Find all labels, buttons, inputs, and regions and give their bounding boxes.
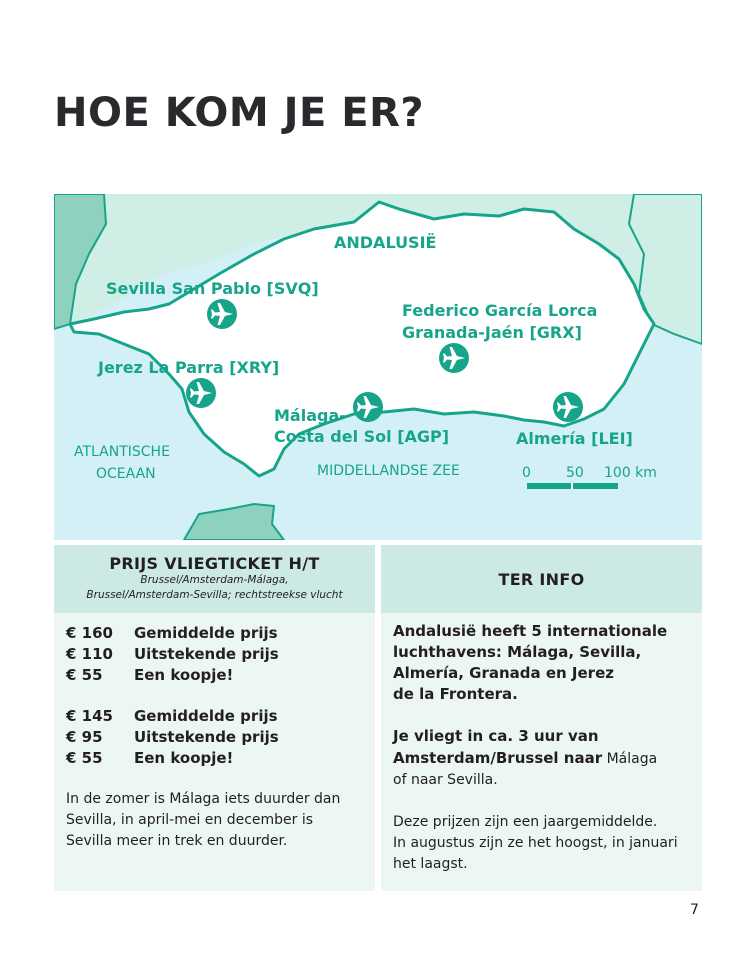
- price-note: [54, 789, 375, 852]
- page-number: 7: [690, 902, 699, 918]
- info-line: het laagst.: [393, 856, 468, 872]
- price-row: [66, 644, 363, 665]
- price-amount: € 110: [66, 645, 113, 663]
- airport-label-grx-line2: Granada-Jaén [GRX]: [402, 323, 582, 342]
- info-line: In augustus zijn ze het hoogst, in januari: [393, 835, 678, 851]
- scale-tick-100: 100 km: [604, 465, 657, 481]
- price-label: Uitstekende prijs: [134, 645, 279, 663]
- info-panel: [381, 545, 702, 891]
- ticket-price-subtitle-2: Brussel/Amsterdam-Sevilla; rechtstreekse vlucht: [86, 589, 343, 601]
- scale-tick-50: 50: [566, 465, 584, 481]
- price-row: [66, 748, 363, 769]
- airport-label-agp-line1: Málaga-: [274, 406, 346, 425]
- price-list: [54, 613, 375, 769]
- sea-label-atlantic-line2: OCEAAN: [96, 466, 156, 482]
- ticket-price-header: [54, 545, 375, 613]
- info-line: Andalusië heeft 5 internationale: [393, 622, 668, 640]
- price-row: [66, 623, 363, 644]
- airport-label-agp-line2: Costa del Sol [AGP]: [274, 427, 450, 446]
- scale-tick-0: 0: [522, 465, 531, 481]
- info-header: [381, 545, 702, 613]
- price-row: [66, 706, 363, 727]
- airport-label-xry: Jerez La Parra [XRY]: [98, 358, 280, 377]
- price-amount: € 145: [66, 707, 113, 725]
- region-label: ANDALUSIË: [334, 233, 437, 252]
- info-price-paragraph: [393, 812, 692, 875]
- price-amount: € 95: [66, 728, 103, 746]
- info-flight-time-paragraph: [393, 726, 692, 791]
- price-label: Een koopje!: [134, 666, 234, 684]
- airport-label-grx-line1: Federico García Lorca: [402, 301, 598, 320]
- price-label: Gemiddelde prijs: [134, 624, 278, 642]
- andalusia-map: [54, 194, 702, 540]
- price-label: Een koopje!: [134, 749, 234, 767]
- ticket-price-title: PRIJS VLIEGTICKET H/T: [109, 554, 320, 573]
- sea-label-atlantic-line1: ATLANTISCHE: [74, 444, 170, 460]
- page-title: HOE KOM JE ER?: [54, 90, 425, 136]
- price-note-line-3: Sevilla meer in trek en duurder.: [66, 833, 288, 849]
- airplane-icon: [553, 392, 583, 422]
- info-body: [381, 613, 702, 875]
- price-group-malaga: [66, 623, 363, 686]
- airport-label-lei: Almería [LEI]: [516, 429, 633, 448]
- ticket-price-subtitle-1: Brussel/Amsterdam-Málaga,: [140, 574, 289, 586]
- airplane-icon: [186, 378, 216, 408]
- info-line: Deze prijzen zijn een jaargemiddelde.: [393, 814, 658, 830]
- sea-label-mediterranean: MIDDELLANDSE ZEE: [317, 463, 460, 479]
- info-line: Málaga: [606, 751, 658, 767]
- info-line: de la Frontera.: [393, 685, 518, 703]
- airplane-icon: [439, 343, 469, 373]
- info-line: luchthavens: Málaga, Sevilla,: [393, 643, 642, 661]
- info-line: Amsterdam/Brussel naar: [393, 749, 603, 767]
- price-row: [66, 665, 363, 686]
- info-airports-paragraph: [393, 621, 692, 705]
- airplane-icon: [207, 299, 237, 329]
- info-title: TER INFO: [498, 569, 585, 589]
- airport-label-svq: Sevilla San Pablo [SVQ]: [106, 279, 319, 298]
- price-group-sevilla: [66, 706, 363, 769]
- price-note-line-2: Sevilla, in april-mei en december is: [66, 812, 314, 828]
- price-label: Gemiddelde prijs: [134, 707, 278, 725]
- price-row: [66, 727, 363, 748]
- info-line: Je vliegt in ca. 3 uur van: [393, 727, 599, 745]
- price-amount: € 55: [66, 666, 103, 684]
- ticket-price-panel: [54, 545, 375, 891]
- price-label: Uitstekende prijs: [134, 728, 279, 746]
- airplane-icon: [353, 392, 383, 422]
- info-line: Almería, Granada en Jerez: [393, 664, 614, 682]
- price-amount: € 55: [66, 749, 103, 767]
- info-line: of naar Sevilla.: [393, 772, 498, 788]
- price-amount: € 160: [66, 624, 113, 642]
- price-note-line-1: In de zomer is Málaga iets duurder dan: [66, 791, 341, 807]
